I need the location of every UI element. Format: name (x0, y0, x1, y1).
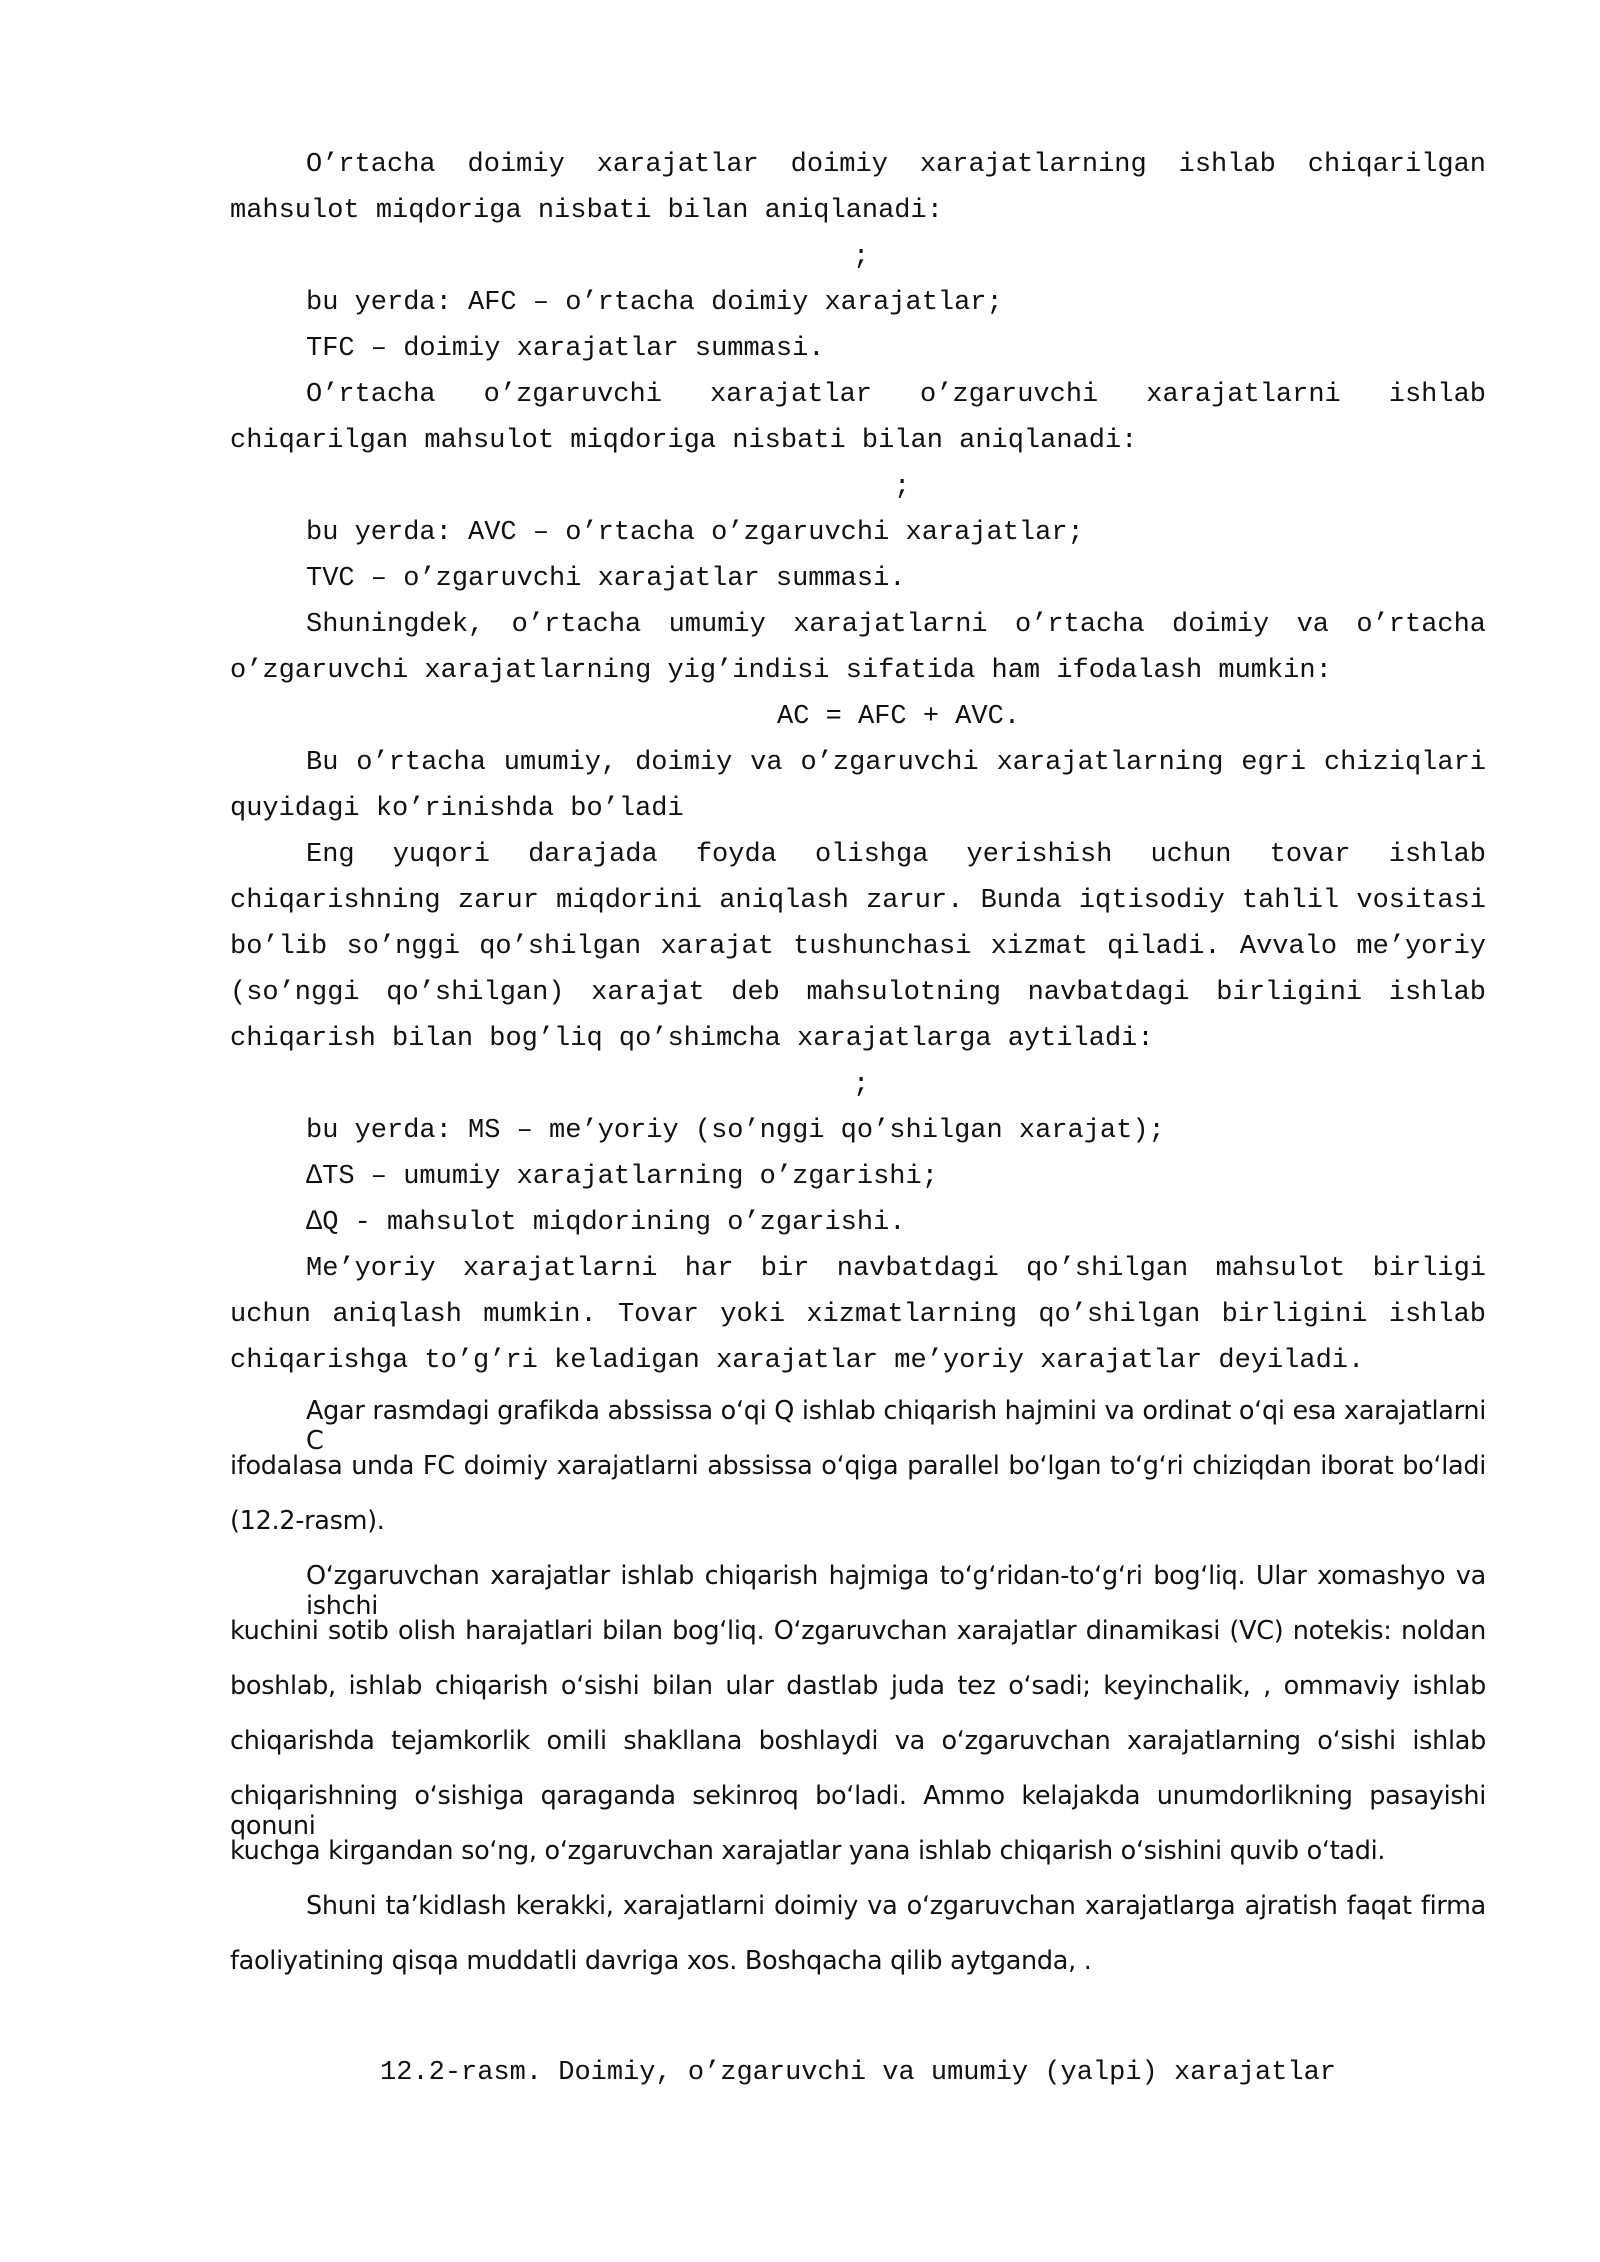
paragraph-line: Me’yoriy xarajatlarni har bir navbatdagi qo’shilgan mahsulot birligi (306, 1254, 1486, 1284)
paragraph-line: ifodalasa unda FC doimiy xarajatlarni abssissa oʻqiga parallel boʻlgan toʻgʻri chiziqdan iborat boʻladi (230, 1451, 1486, 1481)
paragraph-line: chiqarish bilan bog’liq qo’shimcha xarajatlarga aytiladi: (230, 1024, 1154, 1054)
paragraph-line: Shuni taʼkidlash kerakki, xarajatlarni doimiy va oʻzgaruvchan xarajatlarga ajratish faqat firma (306, 1891, 1486, 1921)
paragraph-line: TFC – doimiy xarajatlar summasi. (306, 334, 825, 364)
paragraph-line: bu yerda: AVC – o’rtacha o’zgaruvchi xarajatlar; (306, 518, 1084, 548)
paragraph-line: chiqarishda tejamkorlik omili shakllana boshlaydi va oʻzgaruvchan xarajatlarning oʻsishi ishlab (230, 1726, 1486, 1756)
formula-placeholder: ; (853, 1070, 870, 1100)
paragraph-line: bu yerda: MS – me’yoriy (so’nggi qo’shilgan xarajat); (306, 1116, 1165, 1146)
paragraph-line: Shuningdek, o’rtacha umumiy xarajatlarni o’rtacha doimiy va o’rtacha (306, 610, 1486, 640)
paragraph-line: Oʻzgaruvchan xarajatlar ishlab chiqarish hajmiga toʻgʻridan-toʻgʻri bogʻliq. Ular xomashyo va ishchi (306, 1561, 1486, 1621)
paragraph-line: faoliyatining qisqa muddatli davriga xos. Boshqacha qilib aytganda, . (230, 1946, 1092, 1976)
paragraph-line: uchun aniqlash mumkin. Tovar yoki xizmatlarning qo’shilgan birligini ishlab (230, 1300, 1486, 1330)
paragraph-line: chiqarishning oʻsishiga qaraganda sekinroq boʻladi. Ammo kelajakda unumdorlikning pasayishi qonuni (230, 1781, 1486, 1841)
paragraph-line: Eng yuqori darajada foyda olishga yerishish uchun tovar ishlab (306, 840, 1486, 870)
paragraph-line: kuchini sotib olish harajatlari bilan bogʻliq. Oʻzgaruvchan xarajatlar dinamikasi (VC) notekis: noldan (230, 1616, 1486, 1646)
paragraph-line: (12.2-rasm). (230, 1506, 385, 1536)
paragraph-line: kuchga kirgandan soʻng, oʻzgaruvchan xarajatlar yana ishlab chiqarish oʻsishini quvib oʻtadi. (230, 1836, 1386, 1866)
paragraph-line: mahsulot miqdoriga nisbati bilan aniqlanadi: (230, 196, 943, 226)
paragraph-line: ∆Q - mahsulot miqdorining o’zgarishi. (306, 1208, 906, 1238)
paragraph-line: bo’lib so’nggi qo’shilgan xarajat tushunchasi xizmat qiladi. Avvalo me’yoriy (230, 932, 1486, 962)
paragraph-line: chiqarishga to’g’ri keladigan xarajatlar me’yoriy xarajatlar deyiladi. (230, 1346, 1365, 1376)
paragraph-line: TVC – o’zgaruvchi xarajatlar summasi. (306, 564, 906, 594)
formula-placeholder: ; (894, 472, 911, 502)
paragraph-line: Bu o’rtacha umumiy, doimiy va o’zgaruvchi xarajatlarning egri chiziqlari (306, 748, 1486, 778)
formula-placeholder: ; (853, 242, 870, 272)
paragraph-line: O’rtacha o’zgaruvchi xarajatlar o’zgaruvchi xarajatlarni ishlab (306, 380, 1486, 410)
paragraph-line: (so’nggi qo’shilgan) xarajat deb mahsulotning navbatdagi birligini ishlab (230, 978, 1486, 1008)
paragraph-line: chiqarilgan mahsulot miqdoriga nisbati bilan aniqlanadi: (230, 426, 1138, 456)
paragraph-line: boshlab, ishlab chiqarish oʻsishi bilan ular dastlab juda tez oʻsadi; keyinchalik, , ommaviy ishlab (230, 1671, 1486, 1701)
paragraph-line: O’rtacha doimiy xarajatlar doimiy xarajatlarning ishlab chiqarilgan (306, 150, 1486, 180)
paragraph-line: chiqarishning zarur miqdorini aniqlash zarur. Bunda iqtisodiy tahlil vositasi (230, 886, 1486, 916)
paragraph-line: Agar rasmdagi grafikda abssissa oʻqi Q ishlab chiqarish hajmini va ordinat oʻqi esa xarajatlarni C (306, 1396, 1486, 1456)
paragraph-line: bu yerda: AFC – o’rtacha doimiy xarajatlar; (306, 288, 1003, 318)
paragraph-line: quyidagi ko’rinishda bo’ladi (230, 794, 684, 824)
formula: AC = AFC + AVC. (777, 702, 1021, 732)
figure-caption: 12.2-rasm. Doimiy, o’zgaruvchi va umumiy (yalpi) xarajatlar (380, 2058, 1336, 2088)
paragraph-line: o’zgaruvchi xarajatlarning yig’indisi sifatida ham ifodalash mumkin: (230, 656, 1332, 686)
paragraph-line: ∆TS – umumiy xarajatlarning o’zgarishi; (306, 1162, 938, 1192)
